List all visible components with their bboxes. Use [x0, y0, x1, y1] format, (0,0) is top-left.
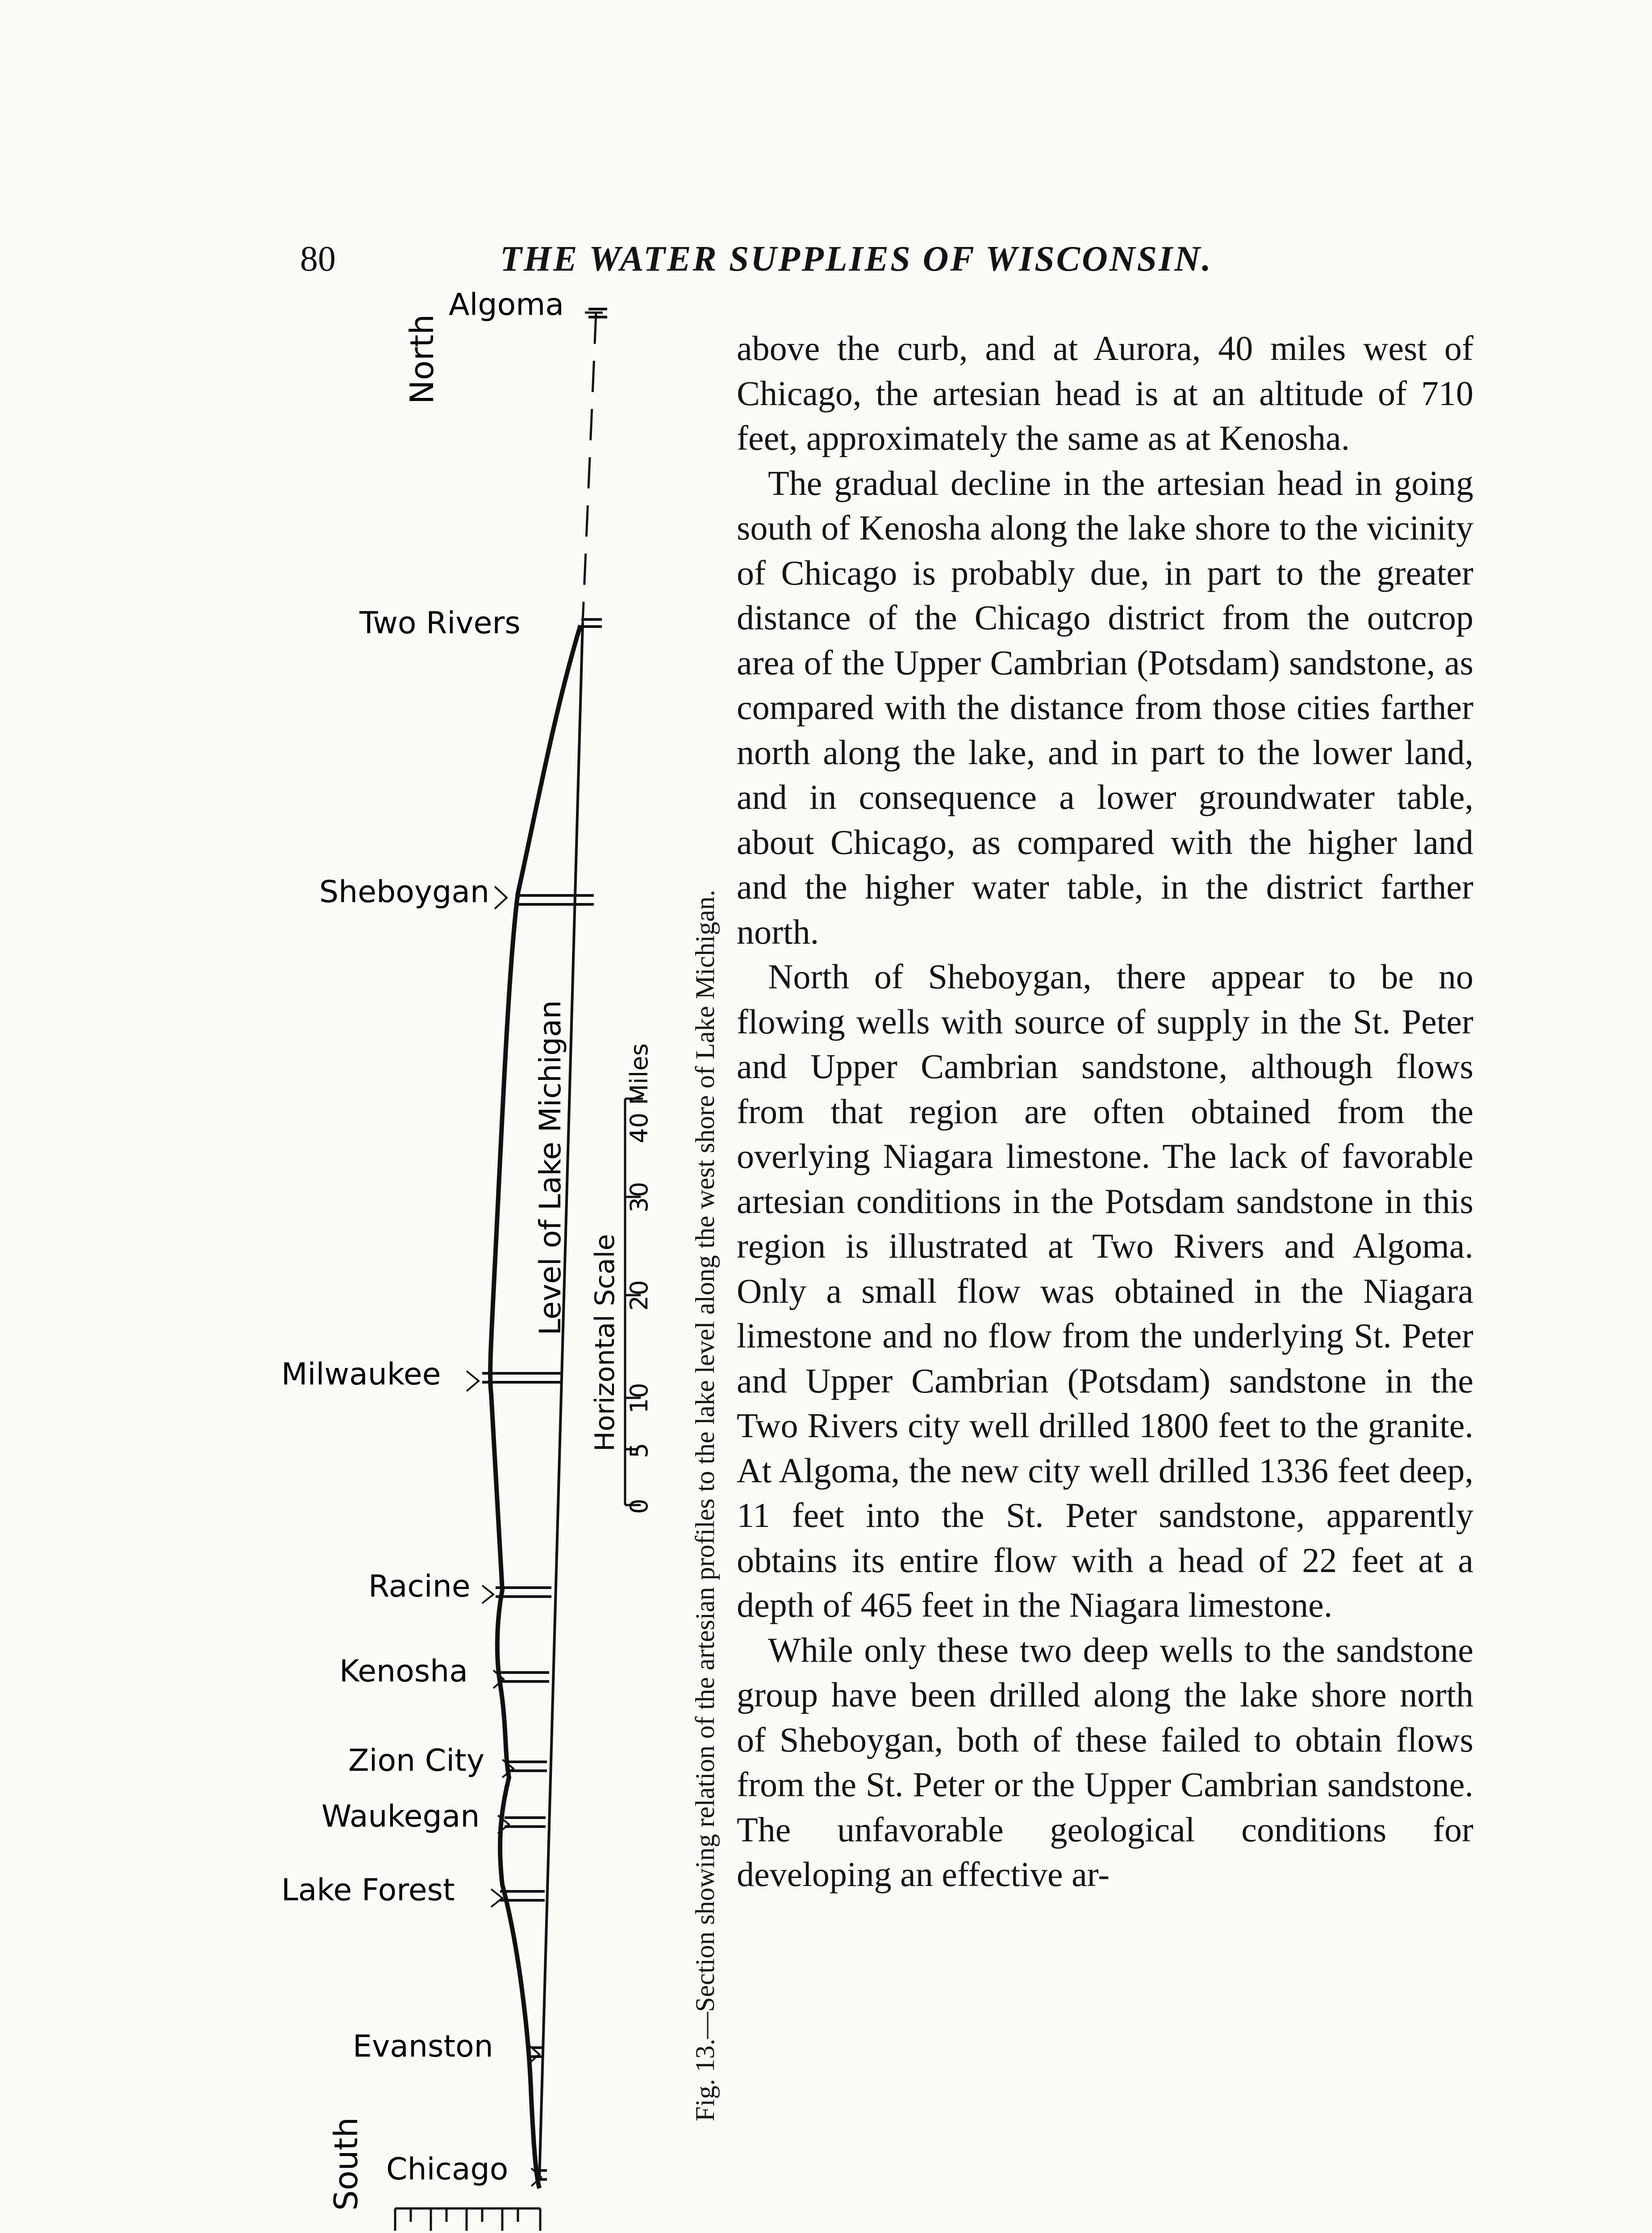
scale-tick-20: 20 — [625, 1280, 653, 1311]
city-label-lake-forest: Lake Forest — [281, 1873, 455, 1908]
scale-tick-0: 0 — [625, 1498, 653, 1514]
city-label-algoma: Algoma — [449, 287, 564, 322]
city-label-two-rivers: Two Rivers — [359, 606, 521, 641]
artesian-profile-figure — [0, 0, 697, 2233]
lake-level-label: Level of Lake Michigan — [533, 1000, 567, 1335]
city-label-milwaukee: Milwaukee — [281, 1357, 441, 1392]
scale-tick-30: 30 — [625, 1182, 653, 1213]
body-text — [737, 326, 1473, 1897]
figure-caption: Fig. 13.—Section showing relation of the artesian profiles to the lake level along the west shore of Lake Michigan. — [690, 890, 720, 2121]
scale-tick-10: 10 — [625, 1383, 653, 1413]
city-label-zion-city: Zion City — [348, 1743, 485, 1778]
city-label-waukegan: Waukegan — [321, 1799, 480, 1834]
city-label-evanston: Evanston — [353, 2029, 493, 2064]
paragraph-4: While only these two deep wells to the sandstone group have been drilled along the lake shore north of Sheboygan, both of these failed to obtain flows from the St. Peter or the Upper Cambrian sandstone. The unfavorable geological conditions for developing an effective ar- — [737, 1630, 1473, 1894]
artesian-profile-curve — [490, 625, 580, 2188]
city-label-kenosha: Kenosha — [339, 1654, 468, 1689]
paragraph-2: The gradual decline in the artesian head in going south of Kenosha along the lake shore to the vicinity of Chicago is probably due, in part to the greater distance of the Chicago district from the outcrop area of the Upper Cambrian (Potsdam) sandstone, as compared with the distance from those cities farther north along the lake, and in part to the lower land, and in consequence a lower groundwater table, about Chicago, as compared with the higher land and the higher water table, in the district farther north. — [737, 463, 1473, 951]
scale-tick-5: 5 — [625, 1443, 653, 1458]
paragraph-1: above the curb, and at Aurora, 40 miles west of Chicago, the artesian head is at an altitude of 710 feet, approximately the same as at Kenosha. — [737, 329, 1473, 457]
city-label-sheboygan: Sheboygan — [319, 874, 490, 910]
lake-level-line — [539, 623, 583, 2179]
running-head: THE WATER SUPPLIES OF WISCONSIN. — [500, 239, 1213, 279]
paragraph-3: North of Sheboygan, there appear to be no flowing wells with source of supply in the St. Peter and Upper Cambrian sandstone, although flows from that region are often obtained from the overlying Niagara limestone. The lack of favorable artesian conditions in the Potsdam sandstone in this region is illustrated at Two Rivers and Algoma. Only a small flow was obtained in the Niagara limestone and no flow from the underlying St. Peter and Upper Cambrian (Potsdam) sandstone in the Two Rivers city well drilled 1800 feet to the granite. At Algoma, the new city well drilled 1336 feet deep, 11 feet into the St. Peter sandstone, apparently obtains its entire flow with a head of 22 feet at a depth of 465 feet in the Niagara limestone. — [737, 957, 1473, 1624]
lake-level-line-upper — [583, 313, 596, 623]
scale-tick-40-miles: 40 Miles — [625, 1043, 653, 1143]
north-label: North — [403, 314, 441, 404]
page-number: 80 — [300, 239, 336, 279]
south-label: South — [327, 2117, 365, 2211]
vertical-scale — [395, 2208, 540, 2231]
city-label-racine: Racine — [368, 1569, 471, 1604]
horizontal-scale-label: Horizontal Scale — [589, 1234, 621, 1451]
city-label-chicago: Chicago — [386, 2152, 509, 2187]
